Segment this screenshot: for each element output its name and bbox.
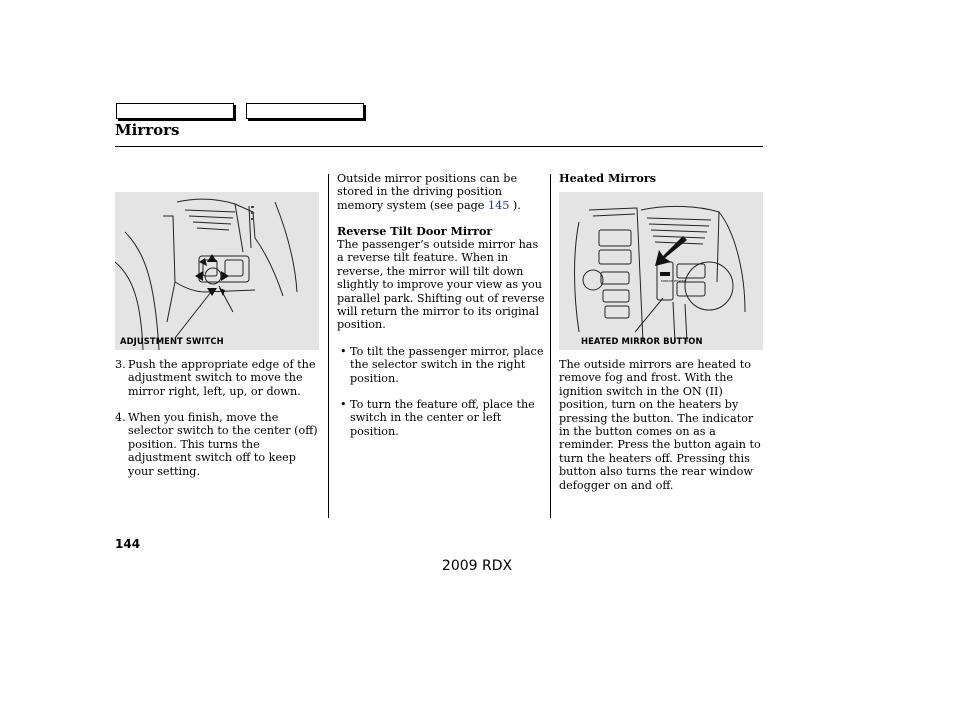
step-number: 3. — [115, 358, 126, 371]
title-rule — [115, 146, 763, 147]
nav-tab-2[interactable] — [246, 103, 364, 119]
column-divider-1 — [328, 174, 329, 518]
step-4 — [115, 411, 321, 478]
bullet-text: To tilt the passenger mirror, place the selector switch in the right position. — [350, 345, 544, 385]
heated-mirror-button-label: MIRROR HEATER — [661, 279, 686, 283]
heated-mirrors-heading: Heated Mirrors — [559, 171, 657, 185]
adjustment-switch-caption: ADJUSTMENT SWITCH — [120, 336, 224, 346]
page-number: 144 — [115, 537, 141, 551]
heated-mirror-illustration — [559, 192, 763, 350]
step-text: When you finish, move the selector switch to the center (off) position. This turns the adjustment switch off to keep your setting. — [128, 411, 318, 478]
nav-tab-1[interactable] — [116, 103, 234, 119]
bullet-text: To turn the feature off, place the switch in the center or left position. — [350, 398, 535, 438]
step-number: 4. — [115, 411, 126, 424]
memory-intro-end: ). — [509, 198, 521, 212]
memory-intro-text: Outside mirror positions can be stored in the driving position memory system (see page — [337, 172, 518, 212]
page-145-link[interactable]: 145 — [487, 198, 510, 212]
reverse-tilt-text: The passenger’s outside mirror has a reverse tilt feature. When in reverse, the mirror will tilt down slightly to improve your view as you parallel park. Shifting out of reverse will return the mirror to its original position. — [337, 238, 545, 332]
heated-mirror-caption: HEATED MIRROR BUTTON — [581, 336, 703, 346]
page-title: Mirrors — [115, 121, 180, 139]
bullet-tilt — [340, 345, 548, 385]
heated-mirrors-text: The outside mirrors are heated to remove fog and frost. With the ignition switch in the ON (II) position, turn on the heaters by pressing the button. The indicator in the button comes on as a reminder. Press the button again to turn the heaters off. Pressing this button also turns the rear window defogger on and off. — [559, 358, 761, 492]
heated-mirror-figure — [559, 192, 763, 350]
bullet-dot: • — [340, 345, 347, 358]
step-3 — [115, 358, 321, 398]
step-text: Push the appropriate edge of the adjustment switch to move the mirror right, left, up, or down. — [128, 358, 316, 398]
bullet-off — [340, 398, 548, 438]
heater-indicator-icon — [660, 272, 670, 276]
model-footer: 2009 RDX — [441, 558, 513, 574]
adjustment-switch-figure — [115, 192, 319, 350]
adjustment-switch-illustration — [115, 192, 319, 350]
bullet-dot: • — [340, 398, 347, 411]
memory-intro — [337, 172, 545, 212]
column-divider-2 — [550, 174, 551, 518]
reverse-tilt-heading: Reverse Tilt Door Mirror — [337, 224, 493, 238]
